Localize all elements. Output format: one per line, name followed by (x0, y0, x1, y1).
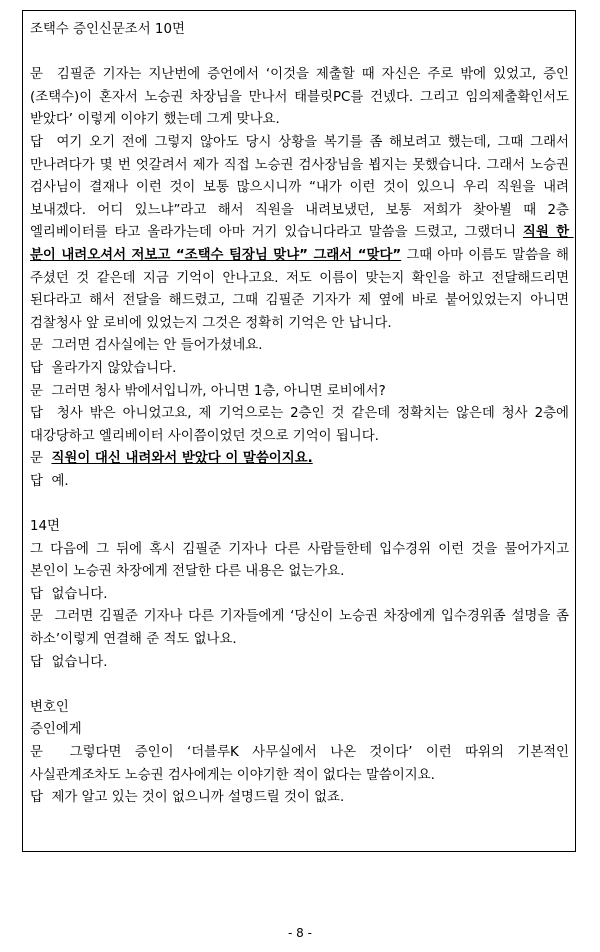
answer-text-continued: 그때 아마 이름도 말씀을 해 주셨던 것 같은데 지금 기억이 안나고요. 저도 이름이 맞는지 확인을 하고 전달해드리면 된다라고 해서 전달을 해드렸고, 그때 김필준 기자가 제 옆에 바로 붙어있었는지 아니면 검찰청사 앞 로비에 있었는지 그것은 정확히 기억은 안 납니다. (30, 247, 574, 331)
page-number: - 8 - (288, 926, 312, 940)
section-subheading: 증인에게 (30, 722, 82, 738)
question-marker: 문 (30, 451, 52, 467)
emphasized-text: 직원이 대신 내려와서 받았다 이 말씀이지요. (51, 451, 313, 467)
question-paragraph: 문 그렇다면 증인이 ‘더블루K 사무실에서 나온 것이다’ 이런 따위의 기본적인 사실관계조차도 노승권 검사에게는 이야기한 적이 없다는 말씀이지요. (30, 745, 574, 783)
question-paragraph: 문 그러면 김필준 기자나 다른 기자들에게 ‘당신이 노승권 차장에게 입수경위좀 설명을 좀 하소’이렇게 연결해 준 적도 없나요. (30, 609, 574, 648)
question-paragraph: 문 그러면 검사실에는 안 들어가셨네요. (30, 338, 263, 354)
testimony-box (22, 10, 576, 852)
answer-paragraph: 답 청사 밖은 아니었고요, 제 기억으로는 2층인 것 같은데 정확치는 않은데 청사 2층에 대강당하고 엘리베이터 사이쯤이었던 것으로 기억이 됩니다. (30, 406, 574, 444)
answer-paragraph: 답 제가 알고 있는 것이 없으니까 설명드릴 것이 없죠. (30, 790, 345, 806)
answer-paragraph: 답 예. (30, 473, 69, 489)
blank-line (30, 493, 569, 516)
answer-paragraph: 답 없습니다. (30, 586, 108, 602)
emphasized-text: 직원 한 분이 내려오셔서 저보고 “조택수 팀장님 맞냐” 그래서 “맞다” (30, 225, 574, 263)
blank-line (30, 42, 569, 65)
section-heading: 14면 (30, 519, 60, 535)
blank-line (30, 674, 569, 697)
question-paragraph (30, 448, 569, 471)
question-paragraph: 문 그러면 청사 밖에서입니까, 아니면 1층, 아니면 로비에서? (30, 383, 386, 399)
answer-paragraph: 답 없습니다. (30, 654, 108, 670)
answer-paragraph: 답 올라가지 않았습니다. (30, 360, 177, 376)
question-paragraph: 문 김필준 기자는 지난번에 증언에서 ‘이것을 제출할 때 자신은 주로 밖에 있었고, 증인(조택수)이 혼자서 노승권 차장님을 만나서 태블릿PC를 건넸다. 그리고 임의제출확인서도 받았다’ 이렇게 이야기 했는데 그게 맞나요. (30, 67, 574, 128)
section-heading: 조택수 증인신문조서 10면 (30, 22, 185, 37)
answer-text: 답 여기 오기 전에 그렇지 않아도 당시 상황을 복기를 좀 해보려고 했는데, 그때 그래서 만나려다가 몇 번 엇갈려서 제가 직접 노승권 검사장님을 뵙지는 못했습니다. 그래서 노승권 검사님이 결재나 이런 것이 보통 많으시니까 “내가 이런 것이 있으니 우리 직원을 내려 보내겠다. 어디 있느냐”라고 해서 직원을 내려보냈던, 보통 저희가 찾아뵐 때 2층 엘리베이터를 타고 올라가는데 아마 거기 있습니다라고 말씀을 드렸고, 그랬더니 (30, 134, 574, 241)
section-heading: 변호인 (30, 699, 69, 715)
answer-paragraph (30, 132, 574, 335)
question-paragraph: 그 다음에 그 뒤에 혹시 김필준 기자나 다른 사람들한테 입수경위 이런 것을 물어가지고 본인이 노승권 차장에게 전달한 다른 내용은 없는가요. (30, 541, 574, 580)
